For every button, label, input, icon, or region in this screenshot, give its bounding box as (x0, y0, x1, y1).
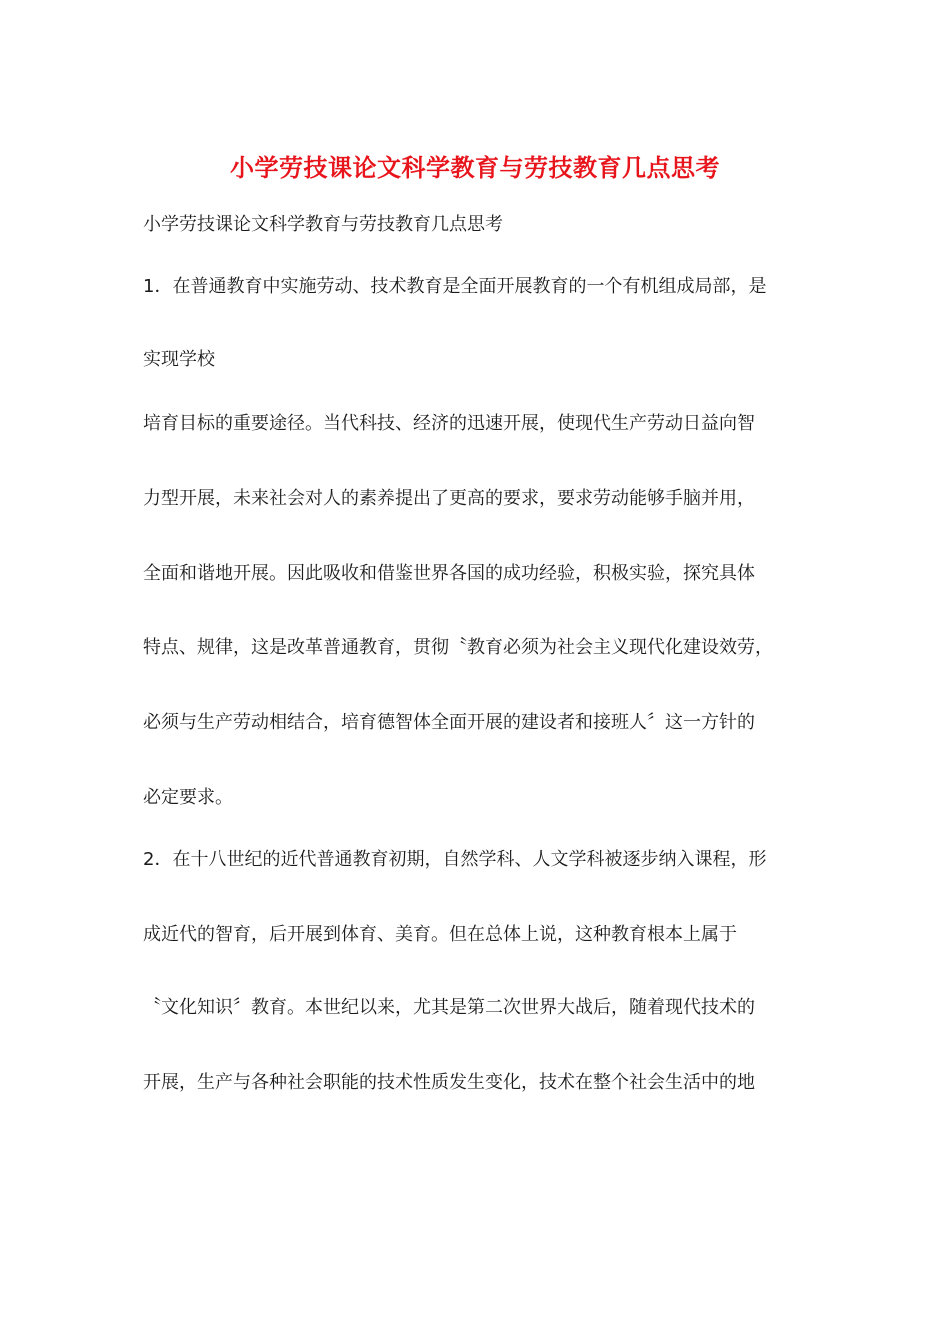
paragraph-1-line-7: 必须与生产劳动相结合，培育德智体全面开展的建设者和接班人〞这一方针的 (143, 712, 755, 733)
document-title: 小学劳技课论文科学教育与劳技教育几点思考 (230, 153, 720, 182)
paragraph-1-line-1: 1．在普通教育中实施劳动、技术教育是全面开展教育的一个有机组成局部，是 (143, 276, 767, 297)
paragraph-2-line-1: 2．在十八世纪的近代普通教育初期，自然学科、人文学科被逐步纳入课程，形 (143, 849, 767, 870)
paragraph-2-line-4: 开展，生产与各种社会职能的技术性质发生变化，技术在整个社会生活中的地 (143, 1072, 755, 1093)
paragraph-1-line-5: 全面和谐地开展。因此吸收和借鉴世界各国的成功经验，积极实验，探究具体 (143, 563, 755, 584)
paragraph-1-line-3: 培育目标的重要途径。当代科技、经济的迅速开展，使现代生产劳动日益向智 (143, 413, 755, 434)
paragraph-1-line-2: 实现学校 (143, 349, 215, 370)
paragraph-2-line-3: 〝文化知识〞教育。本世纪以来，尤其是第二次世界大战后，随着现代技术的 (143, 997, 755, 1018)
paragraph-1-line-4: 力型开展，未来社会对人的素养提出了更高的要求，要求劳动能够手脑并用， (143, 488, 755, 509)
document-subtitle: 小学劳技课论文科学教育与劳技教育几点思考 (143, 214, 503, 235)
paragraph-1-line-6: 特点、规律，这是改革普通教育，贯彻〝教育必须为社会主义现代化建设效劳， (143, 637, 773, 658)
paragraph-2-line-2: 成近代的智育，后开展到体育、美育。但在总体上说，这种教育根本上属于 (143, 924, 737, 945)
paragraph-1-line-8: 必定要求。 (143, 787, 233, 808)
